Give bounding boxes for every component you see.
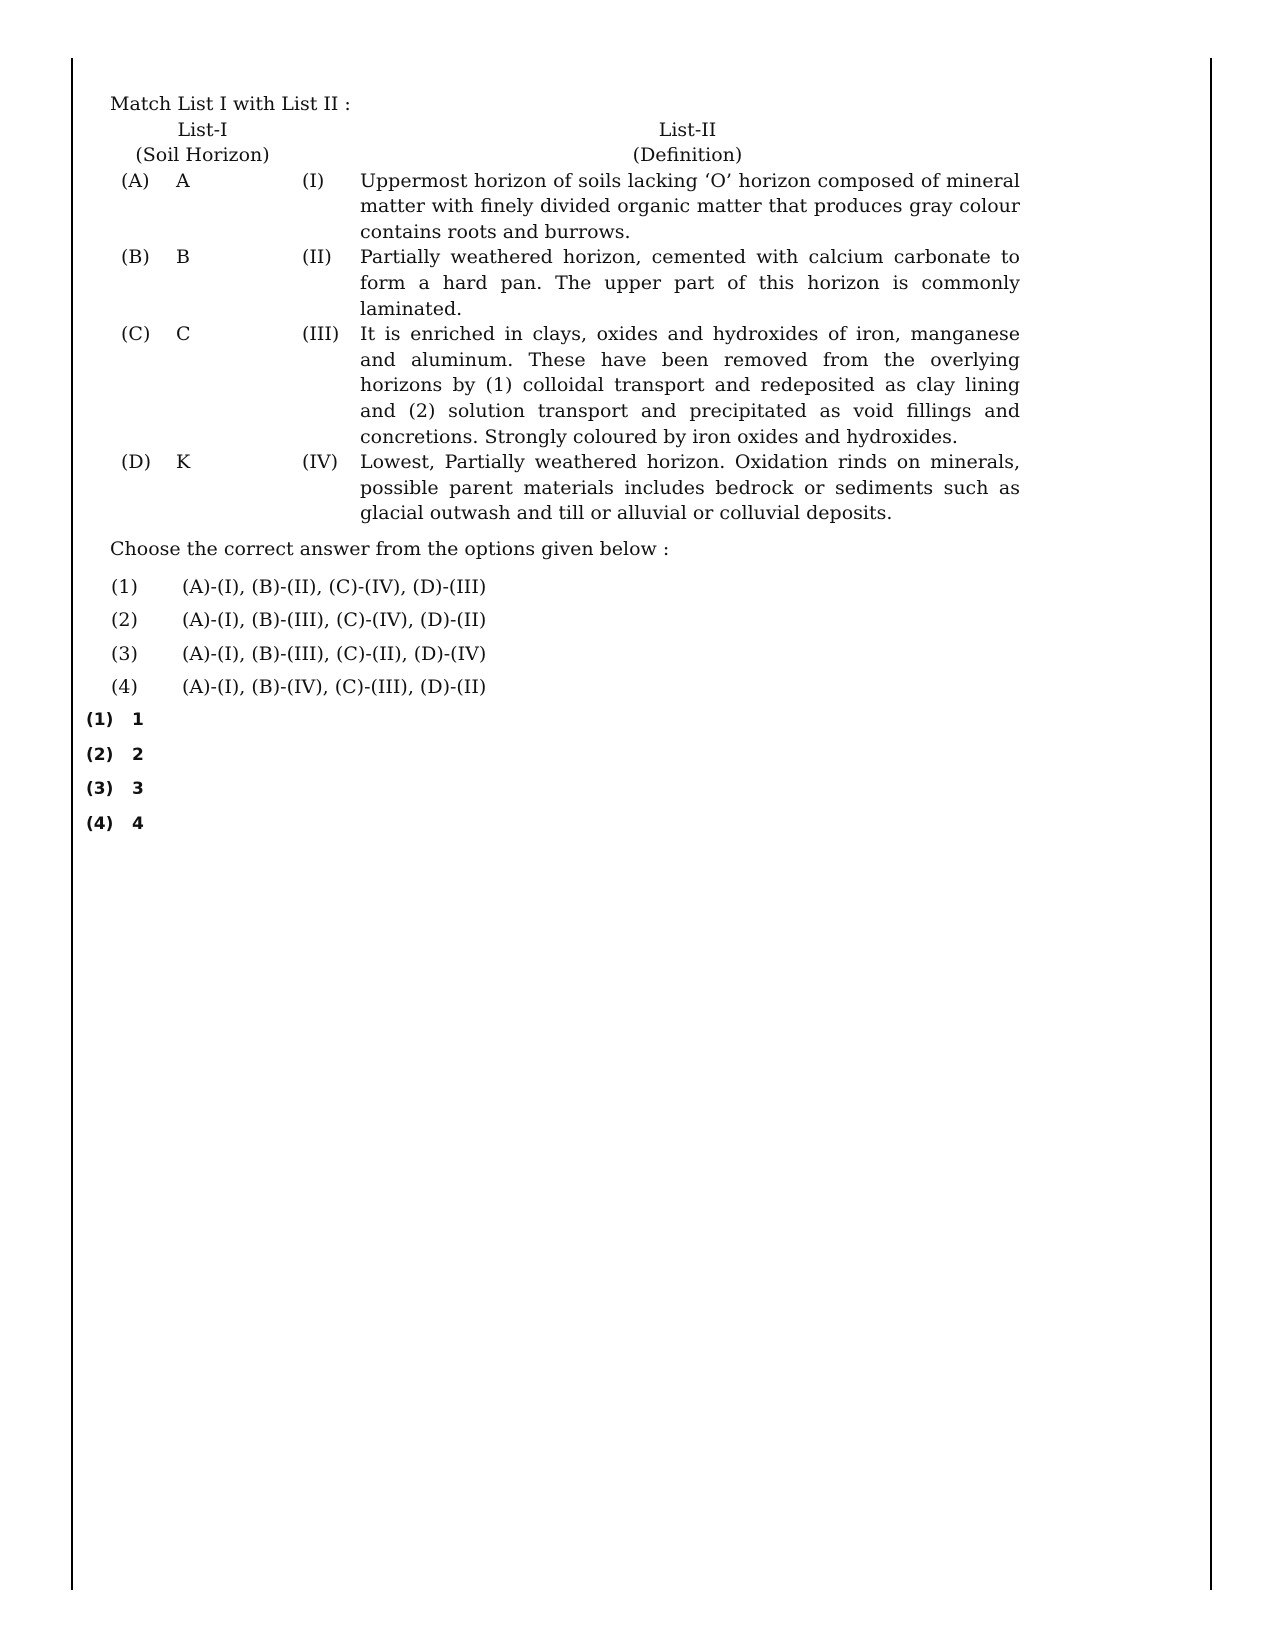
question-block	[110, 92, 1020, 709]
option-4	[110, 675, 1020, 709]
list2-subtitle: (Definition)	[632, 144, 743, 167]
option-number: (1)	[111, 575, 138, 598]
option-number: (2)	[111, 609, 138, 631]
answer-number: (4)	[86, 813, 114, 834]
option-3	[110, 642, 1020, 676]
row-definition: Uppermost horizon of soils lacking ‘O’ horizon composed of mineral matter with finely divided organic matter that produces gray colour contains roots and burrows.	[360, 169, 1020, 243]
row-item: C	[176, 323, 191, 346]
answer-number: (2)	[86, 744, 114, 765]
option-2	[110, 608, 1020, 642]
question-intro: Match List I with List II :	[110, 93, 351, 115]
row-letter: (A)	[121, 169, 150, 192]
row-item: A	[176, 169, 190, 192]
answer-choice-4[interactable]	[86, 814, 144, 849]
row-definition: Partially weathered horizon, cemented with calcium carbonate to form a hard pan. The upper part of this horizon is commonly laminated.	[360, 246, 1020, 320]
list1-subtitle: (Soil Horizon)	[135, 144, 270, 167]
option-number: (3)	[111, 642, 138, 665]
answer-number: (1)	[86, 710, 114, 730]
list1-header	[110, 118, 295, 169]
answer-value: 4	[132, 813, 144, 834]
row-definition: Lowest, Partially weathered horizon. Oxidation rinds on minerals, possible parent materials includes bedrock or sediments such as glacial outwash and till or alluvial or colluvial deposits.	[360, 451, 1020, 525]
answer-value: 3	[132, 779, 144, 800]
match-row-a	[110, 169, 1020, 246]
answer-choice-3[interactable]	[86, 779, 144, 814]
choose-instruction: Choose the correct answer from the options given below :	[110, 537, 670, 560]
right-border-line	[1210, 58, 1212, 1590]
option-text: (A)-(I), (B)-(IV), (C)-(III), (D)-(II)	[182, 676, 487, 698]
option-text: (A)-(I), (B)-(III), (C)-(IV), (D)-(II)	[182, 609, 487, 631]
row-item: K	[176, 451, 191, 474]
match-row-d	[110, 450, 1020, 527]
match-row-b	[110, 245, 1020, 322]
row-roman: (II)	[302, 246, 332, 269]
list1-title: List-I	[177, 118, 228, 141]
row-item: B	[176, 246, 190, 269]
answer-value: 2	[132, 744, 144, 765]
answer-choice-2[interactable]	[86, 745, 144, 780]
option-1	[110, 575, 1020, 609]
row-definition: It is enriched in clays, oxides and hydroxides of iron, manganese and aluminum. These have been removed from the overlying horizons by (1) colloidal transport and redeposited as clay lining and (2) solution transport and precipitated as void fillings and concretions. Strongly coloured by iron oxides and hydroxides.	[360, 323, 1020, 448]
row-letter: (D)	[121, 451, 152, 474]
row-roman: (IV)	[302, 451, 339, 474]
match-row-c	[110, 322, 1020, 450]
answer-choices	[86, 710, 144, 848]
list2-title: List-II	[658, 118, 717, 141]
answer-choice-1[interactable]	[86, 710, 144, 745]
option-list	[110, 575, 1020, 709]
option-text: (A)-(I), (B)-(II), (C)-(IV), (D)-(III)	[182, 575, 487, 598]
row-letter: (B)	[121, 246, 150, 269]
left-border-line	[71, 58, 73, 1590]
answer-value: 1	[132, 710, 144, 730]
list2-header	[355, 118, 1020, 169]
row-letter: (C)	[121, 323, 151, 346]
row-roman: (III)	[302, 323, 340, 346]
option-text: (A)-(I), (B)-(III), (C)-(II), (D)-(IV)	[182, 642, 487, 665]
answer-number: (3)	[86, 779, 114, 800]
row-roman: (I)	[302, 169, 325, 192]
list-headers	[110, 118, 1020, 169]
option-number: (4)	[111, 676, 138, 698]
